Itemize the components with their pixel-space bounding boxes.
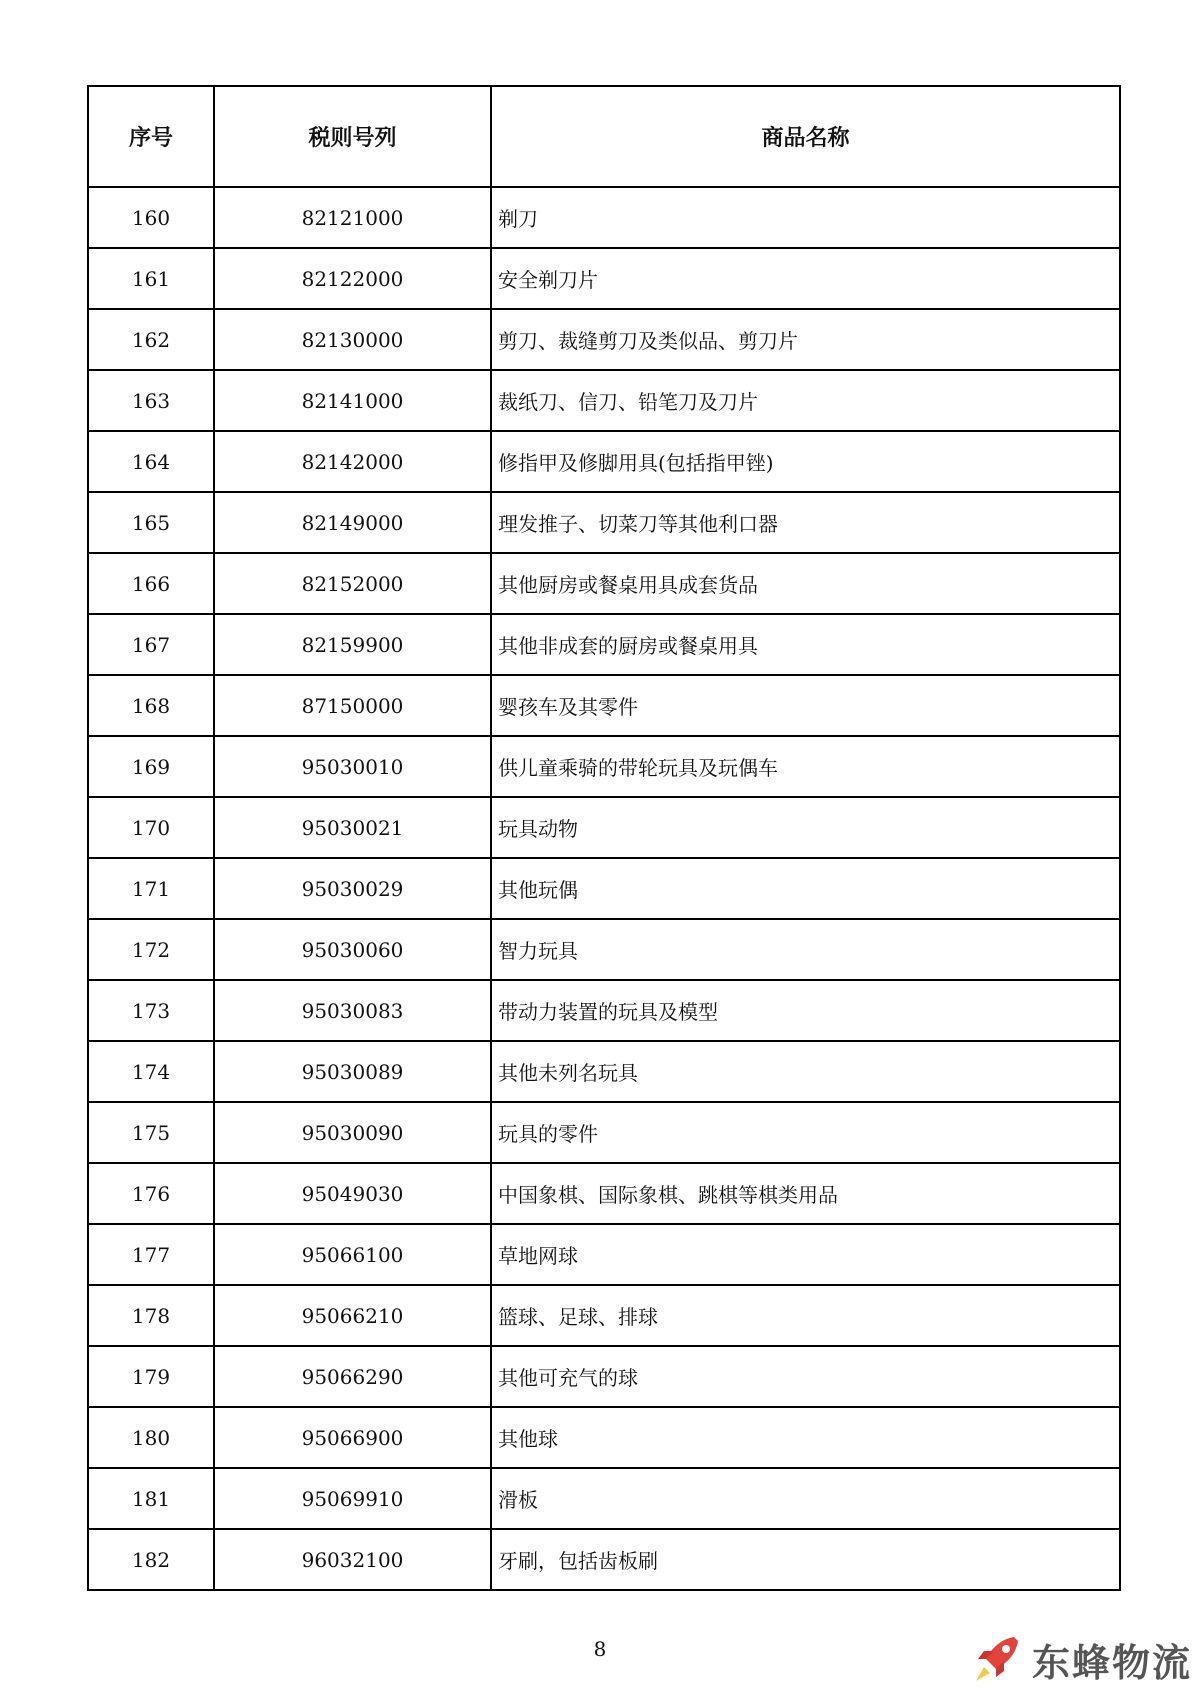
row-product-name: 剪刀、裁缝剪刀及类似品、剪刀片 (491, 309, 1120, 370)
row-tariff-code: 82121000 (214, 187, 491, 248)
row-serial-number: 174 (88, 1041, 214, 1102)
row-product-name: 修指甲及修脚用具(包括指甲锉) (491, 431, 1120, 492)
row-product-name: 牙刷，包括齿板刷 (491, 1529, 1120, 1590)
row-product-name: 滑板 (491, 1468, 1120, 1529)
row-tariff-code: 95066900 (214, 1407, 491, 1468)
row-product-name: 草地网球 (491, 1224, 1120, 1285)
row-tariff-code: 95030010 (214, 736, 491, 797)
row-serial-number: 173 (88, 980, 214, 1041)
row-serial-number: 164 (88, 431, 214, 492)
table-row (88, 1041, 1120, 1102)
table-row (88, 736, 1120, 797)
row-serial-number: 168 (88, 675, 214, 736)
row-serial-number: 177 (88, 1224, 214, 1285)
table-body (88, 187, 1120, 1590)
row-serial-number: 179 (88, 1346, 214, 1407)
row-tariff-code: 82159900 (214, 614, 491, 675)
table-row (88, 1529, 1120, 1590)
page-number: 8 (593, 1637, 607, 1661)
table-row (88, 492, 1120, 553)
table-row (88, 1468, 1120, 1529)
table-row (88, 614, 1120, 675)
row-tariff-code: 95030089 (214, 1041, 491, 1102)
header-product-name: 商品名称 (491, 86, 1120, 187)
row-product-name: 玩具的零件 (491, 1102, 1120, 1163)
table-row (88, 431, 1120, 492)
row-serial-number: 171 (88, 858, 214, 919)
row-tariff-code: 95030029 (214, 858, 491, 919)
row-tariff-code: 82141000 (214, 370, 491, 431)
row-product-name: 智力玩具 (491, 919, 1120, 980)
row-product-name: 婴孩车及其零件 (491, 675, 1120, 736)
row-serial-number: 176 (88, 1163, 214, 1224)
row-serial-number: 166 (88, 553, 214, 614)
header-tariff-code: 税则号列 (214, 86, 491, 187)
row-serial-number: 163 (88, 370, 214, 431)
row-product-name: 安全剃刀片 (491, 248, 1120, 309)
table-row (88, 309, 1120, 370)
row-tariff-code: 82152000 (214, 553, 491, 614)
row-tariff-code: 96032100 (214, 1529, 491, 1590)
commodity-table (87, 85, 1121, 1591)
row-serial-number: 178 (88, 1285, 214, 1346)
table-row (88, 1285, 1120, 1346)
row-tariff-code: 82142000 (214, 431, 491, 492)
table-row (88, 1224, 1120, 1285)
row-serial-number: 181 (88, 1468, 214, 1529)
watermark (968, 1629, 1192, 1689)
header-serial-number: 序号 (88, 86, 214, 187)
row-tariff-code: 82122000 (214, 248, 491, 309)
row-serial-number: 165 (88, 492, 214, 553)
row-serial-number: 182 (88, 1529, 214, 1590)
row-product-name: 其他球 (491, 1407, 1120, 1468)
table-row (88, 187, 1120, 248)
rocket-icon (968, 1629, 1028, 1689)
row-serial-number: 170 (88, 797, 214, 858)
row-product-name: 其他玩偶 (491, 858, 1120, 919)
row-product-name: 篮球、足球、排球 (491, 1285, 1120, 1346)
table-row (88, 919, 1120, 980)
row-serial-number: 172 (88, 919, 214, 980)
row-serial-number: 161 (88, 248, 214, 309)
table-row (88, 980, 1120, 1041)
row-serial-number: 160 (88, 187, 214, 248)
table-row (88, 1407, 1120, 1468)
row-tariff-code: 95030090 (214, 1102, 491, 1163)
row-product-name: 其他厨房或餐桌用具成套货品 (491, 553, 1120, 614)
row-product-name: 玩具动物 (491, 797, 1120, 858)
table-row (88, 1102, 1120, 1163)
row-serial-number: 169 (88, 736, 214, 797)
row-product-name: 其他非成套的厨房或餐桌用具 (491, 614, 1120, 675)
row-product-name: 供儿童乘骑的带轮玩具及玩偶车 (491, 736, 1120, 797)
row-tariff-code: 95066210 (214, 1285, 491, 1346)
row-tariff-code: 82149000 (214, 492, 491, 553)
row-tariff-code: 95030060 (214, 919, 491, 980)
row-tariff-code: 95049030 (214, 1163, 491, 1224)
row-product-name: 中国象棋、国际象棋、跳棋等棋类用品 (491, 1163, 1120, 1224)
row-product-name: 裁纸刀、信刀、铅笔刀及刀片 (491, 370, 1120, 431)
row-product-name: 理发推子、切菜刀等其他利口器 (491, 492, 1120, 553)
table-row (88, 797, 1120, 858)
row-serial-number: 180 (88, 1407, 214, 1468)
table-header-row (88, 86, 1120, 187)
row-serial-number: 167 (88, 614, 214, 675)
row-tariff-code: 95030021 (214, 797, 491, 858)
table-row (88, 248, 1120, 309)
row-serial-number: 162 (88, 309, 214, 370)
table-row (88, 675, 1120, 736)
row-product-name: 其他未列名玩具 (491, 1041, 1120, 1102)
row-product-name: 其他可充气的球 (491, 1346, 1120, 1407)
row-tariff-code: 95030083 (214, 980, 491, 1041)
row-tariff-code: 95069910 (214, 1468, 491, 1529)
row-tariff-code: 87150000 (214, 675, 491, 736)
row-product-name: 剃刀 (491, 187, 1120, 248)
table-row (88, 1163, 1120, 1224)
table-row (88, 858, 1120, 919)
watermark-text: 东蜂物流 (1031, 1640, 1192, 1685)
table-row (88, 370, 1120, 431)
row-tariff-code: 95066290 (214, 1346, 491, 1407)
table-row (88, 553, 1120, 614)
row-tariff-code: 95066100 (214, 1224, 491, 1285)
row-product-name: 带动力装置的玩具及模型 (491, 980, 1120, 1041)
table-row (88, 1346, 1120, 1407)
row-serial-number: 175 (88, 1102, 214, 1163)
row-tariff-code: 82130000 (214, 309, 491, 370)
